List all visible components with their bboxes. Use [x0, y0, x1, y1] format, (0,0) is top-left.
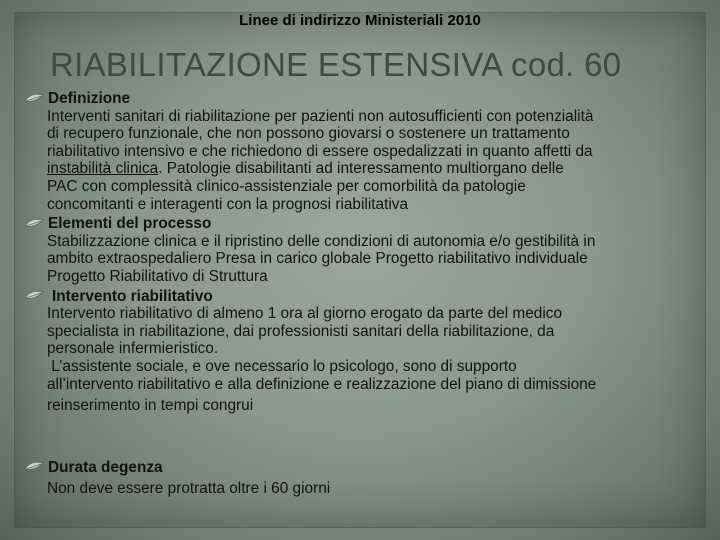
underlined-text: instabilità clinica: [47, 160, 159, 178]
body-line: personale infermieristico.: [47, 340, 219, 358]
body-line: Interventi sanitari di riabilitazione per pazienti non autosufficienti con potenzialità: [47, 107, 594, 125]
body-text: . Patologie disabilitanti ad interessamento multiorgano delle: [158, 160, 564, 178]
body-line: Progetto Riabilitativo di Struttura: [47, 267, 268, 285]
body-line: reinserimento in tempi congrui: [47, 397, 254, 415]
section-heading-elementi: [24, 215, 696, 233]
body-line: L’assistente sociale, e ove necessario lo psicologo, sono di supporto: [47, 357, 517, 375]
section-heading-durata: [24, 459, 696, 477]
section-body-definizione: [24, 108, 696, 214]
slide-content: [24, 90, 696, 498]
section-body-elementi: [24, 233, 696, 286]
leaf-bullet-icon: [24, 92, 44, 106]
body-line: Stabilizzazione clinica e il ripristino delle condizioni di autonomia e/o gestibilità in: [47, 232, 596, 250]
section-heading-label: Elementi del processo: [48, 215, 212, 233]
section-body-intervento: [24, 305, 696, 415]
section-heading-intervento: [24, 288, 696, 306]
body-line: di recupero funzionale, che non possono giovarsi o sostenere un trattamento: [47, 125, 570, 143]
section-heading-label: Durata degenza: [48, 458, 163, 476]
slide-title: RIABILITAZIONE ESTENSIVA cod. 60: [50, 46, 622, 83]
body-line: riabilitativo intensivo e che richiedono di essere ospedalizzati in quanto affetti da: [47, 142, 593, 160]
section-heading-definizione: [24, 90, 696, 108]
body-line: [47, 160, 696, 178]
body-line: PAC con complessità clinico-assistenziale per comorbilità da patologie: [47, 177, 526, 195]
body-line: concomitanti e interagenti con la prognosi riabilitativa: [47, 195, 409, 213]
section-heading-label: Intervento riabilitativo: [52, 287, 213, 305]
leaf-bullet-icon: [24, 460, 44, 474]
body-line: Intervento riabilitativo di almeno 1 ora al giorno erogato da parte del medico: [47, 305, 563, 323]
body-line: Non deve essere protratta oltre i 60 giorni: [47, 480, 331, 498]
leaf-bullet-icon: [24, 289, 44, 303]
section-heading-label: Definizione: [48, 90, 131, 107]
section-body-durata: [24, 480, 696, 498]
slide-header: Linee di indirizzo Ministeriali 2010: [239, 12, 481, 29]
body-line: ambito extraospedaliero Presa in carico globale Progetto riabilitativo individuale: [47, 250, 588, 268]
body-line: specialista in riabilitazione, dai professionisti sanitari della riabilitazione, da: [47, 322, 555, 340]
leaf-bullet-icon: [24, 217, 44, 231]
body-line: all’intervento riabilitativo e alla definizione e realizzazione del piano di dimissione: [47, 375, 597, 393]
